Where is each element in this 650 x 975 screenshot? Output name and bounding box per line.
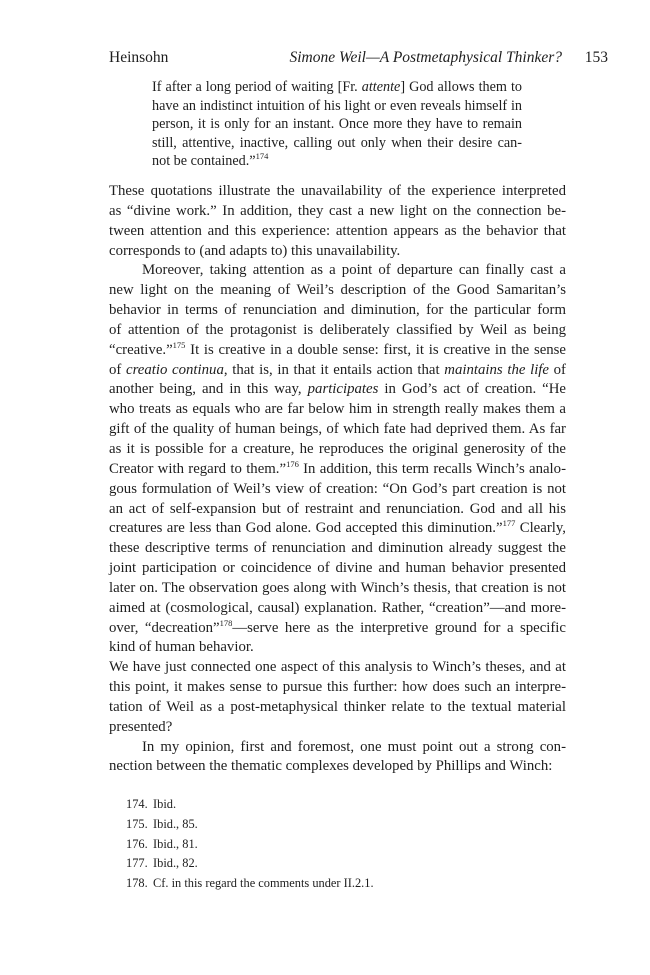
text-line: another being, and in this way, participates in God’s act of creation. “He [109,381,566,398]
footnote-text: Cf. in this regard the comments under II.2.1. [153,876,374,891]
text-line: nection between the thematic complexes developed by Phillips and Winch: [109,758,553,775]
text-line: corresponds to (and adapts to) this unavailability. [109,242,401,259]
footnote-text: Ibid., 81. [153,836,198,851]
block-quote [152,78,522,171]
footnote [126,854,526,874]
footnote-ref[interactable]: 176 [286,458,299,469]
text-line: These quotations illustrate the unavailability of the experience interpreted [109,183,566,199]
text-line: of creatio continua, that is, in that it entails action that maintains the life of [109,361,566,378]
emphasis: participates [307,381,379,398]
text-line: creatures are less than God alone. God accepted this diminution.”$^{177}$ Clearly, [109,518,566,537]
text-line: joint participation or coincidence of divine and human behavior presented [109,560,566,577]
text-line: an act of self-expansion but of restraint and renunciation. God and all his [109,500,566,517]
emphasis: creatio continua [126,361,224,378]
footnote-number: 175. [126,816,148,831]
text-line: kind of human behavior. [109,639,254,656]
text-line: later on. The observation goes along with Winch’s thesis, that creation is not [109,579,566,596]
text-line: as “divine work.” In addition, they cast a new light on the connection be- [109,202,566,219]
footnote-text: Ibid., 85. [153,816,198,831]
header-title: Simone Weil—A Postmetaphysical Thinker? [289,49,562,66]
body-text [109,182,566,777]
quote-line: have an indistinct intuition of his light or even reveals himself in [152,97,522,114]
text-line: of attention of the protagonist is deliberately classified by Weil as being [109,321,566,338]
text-line: gift of the quality of human beings, of which fate had deprived them. As far [109,421,566,438]
footnote [126,815,526,835]
page-number: 153 [584,49,608,66]
footnote-text: Ibid., 82. [153,856,198,871]
quote-line: If after a long period of waiting [Fr. attente] God allows them to [152,79,522,95]
text-line: who treats as equals who are far below him in strength really makes them a [109,401,566,418]
text-line: In my opinion, first and foremost, one must point out a strong con- [142,738,566,755]
quote-line: still, attentive, inactive, calling out only when their desire can- [152,134,522,151]
emphasis: attente [361,79,401,95]
text-line: over, “decreation”$^{178}$—serve here as the interpretive ground for a specific [109,617,566,636]
text-line: this point, it makes sense to pursue this further: how does such an interpre- [109,679,566,696]
footnote-number: 177. [126,856,148,871]
text-line: gous formulation of Weil’s view of creation: “On God’s part creation is not [109,480,566,497]
emphasis: maintains the life [444,361,549,378]
footnote-text: Ibid. [153,797,177,811]
text-line: tween attention and this experience: attention appears as the behavior that [109,222,566,239]
footnote-number: 176. [126,836,148,851]
text-line: these descriptive terms of renunciation and diminution already suggest the [109,540,566,557]
header-author: Heinsohn [109,49,169,66]
quote-line: not be contained.”$^{174}$ [152,151,269,170]
text-line: We have just connected one aspect of this analysis to Winch’s theses, and at [109,659,566,676]
footnote-number: 174. [126,797,148,811]
footnote-ref[interactable]: 178 [219,617,233,628]
footnote-ref[interactable]: 175 [172,339,186,350]
footnotes [126,795,526,894]
text-line: Creator with regard to them.”$^{176}$ In addition, this term recalls Winch’s analo- [109,458,566,477]
footnote [126,835,526,855]
footnote [126,874,526,894]
footnote-ref[interactable]: 174 [255,151,269,162]
text-line: Moreover, taking attention as a point of departure can finally cast a [142,262,566,279]
text-line: behavior in terms of renunciation and diminution, for the particular form [109,302,566,319]
footnote-number: 178. [126,876,148,891]
text-line: “creative.”$^{175}$ It is creative in a double sense: first, it is creative in the sense [109,339,566,358]
text-line: aimed at (cosmological, causal) explanation. Rather, “creation”—and more- [109,599,566,616]
footnote [126,795,526,815]
text-line: new light on the meaning of Weil’s description of the Good Samaritan’s [109,282,566,299]
quote-line: person, it is only for an instant. Once more they have to remain [152,116,522,133]
text-line: presented? [109,718,173,735]
text-line: tation of Weil as a post-metaphysical thinker relate to the textual material [109,698,566,715]
footnote-ref[interactable]: 177 [502,518,516,529]
running-header [109,47,608,69]
text-line: as it is possible for a creature, he reproduces the original generosity of the [109,440,566,457]
